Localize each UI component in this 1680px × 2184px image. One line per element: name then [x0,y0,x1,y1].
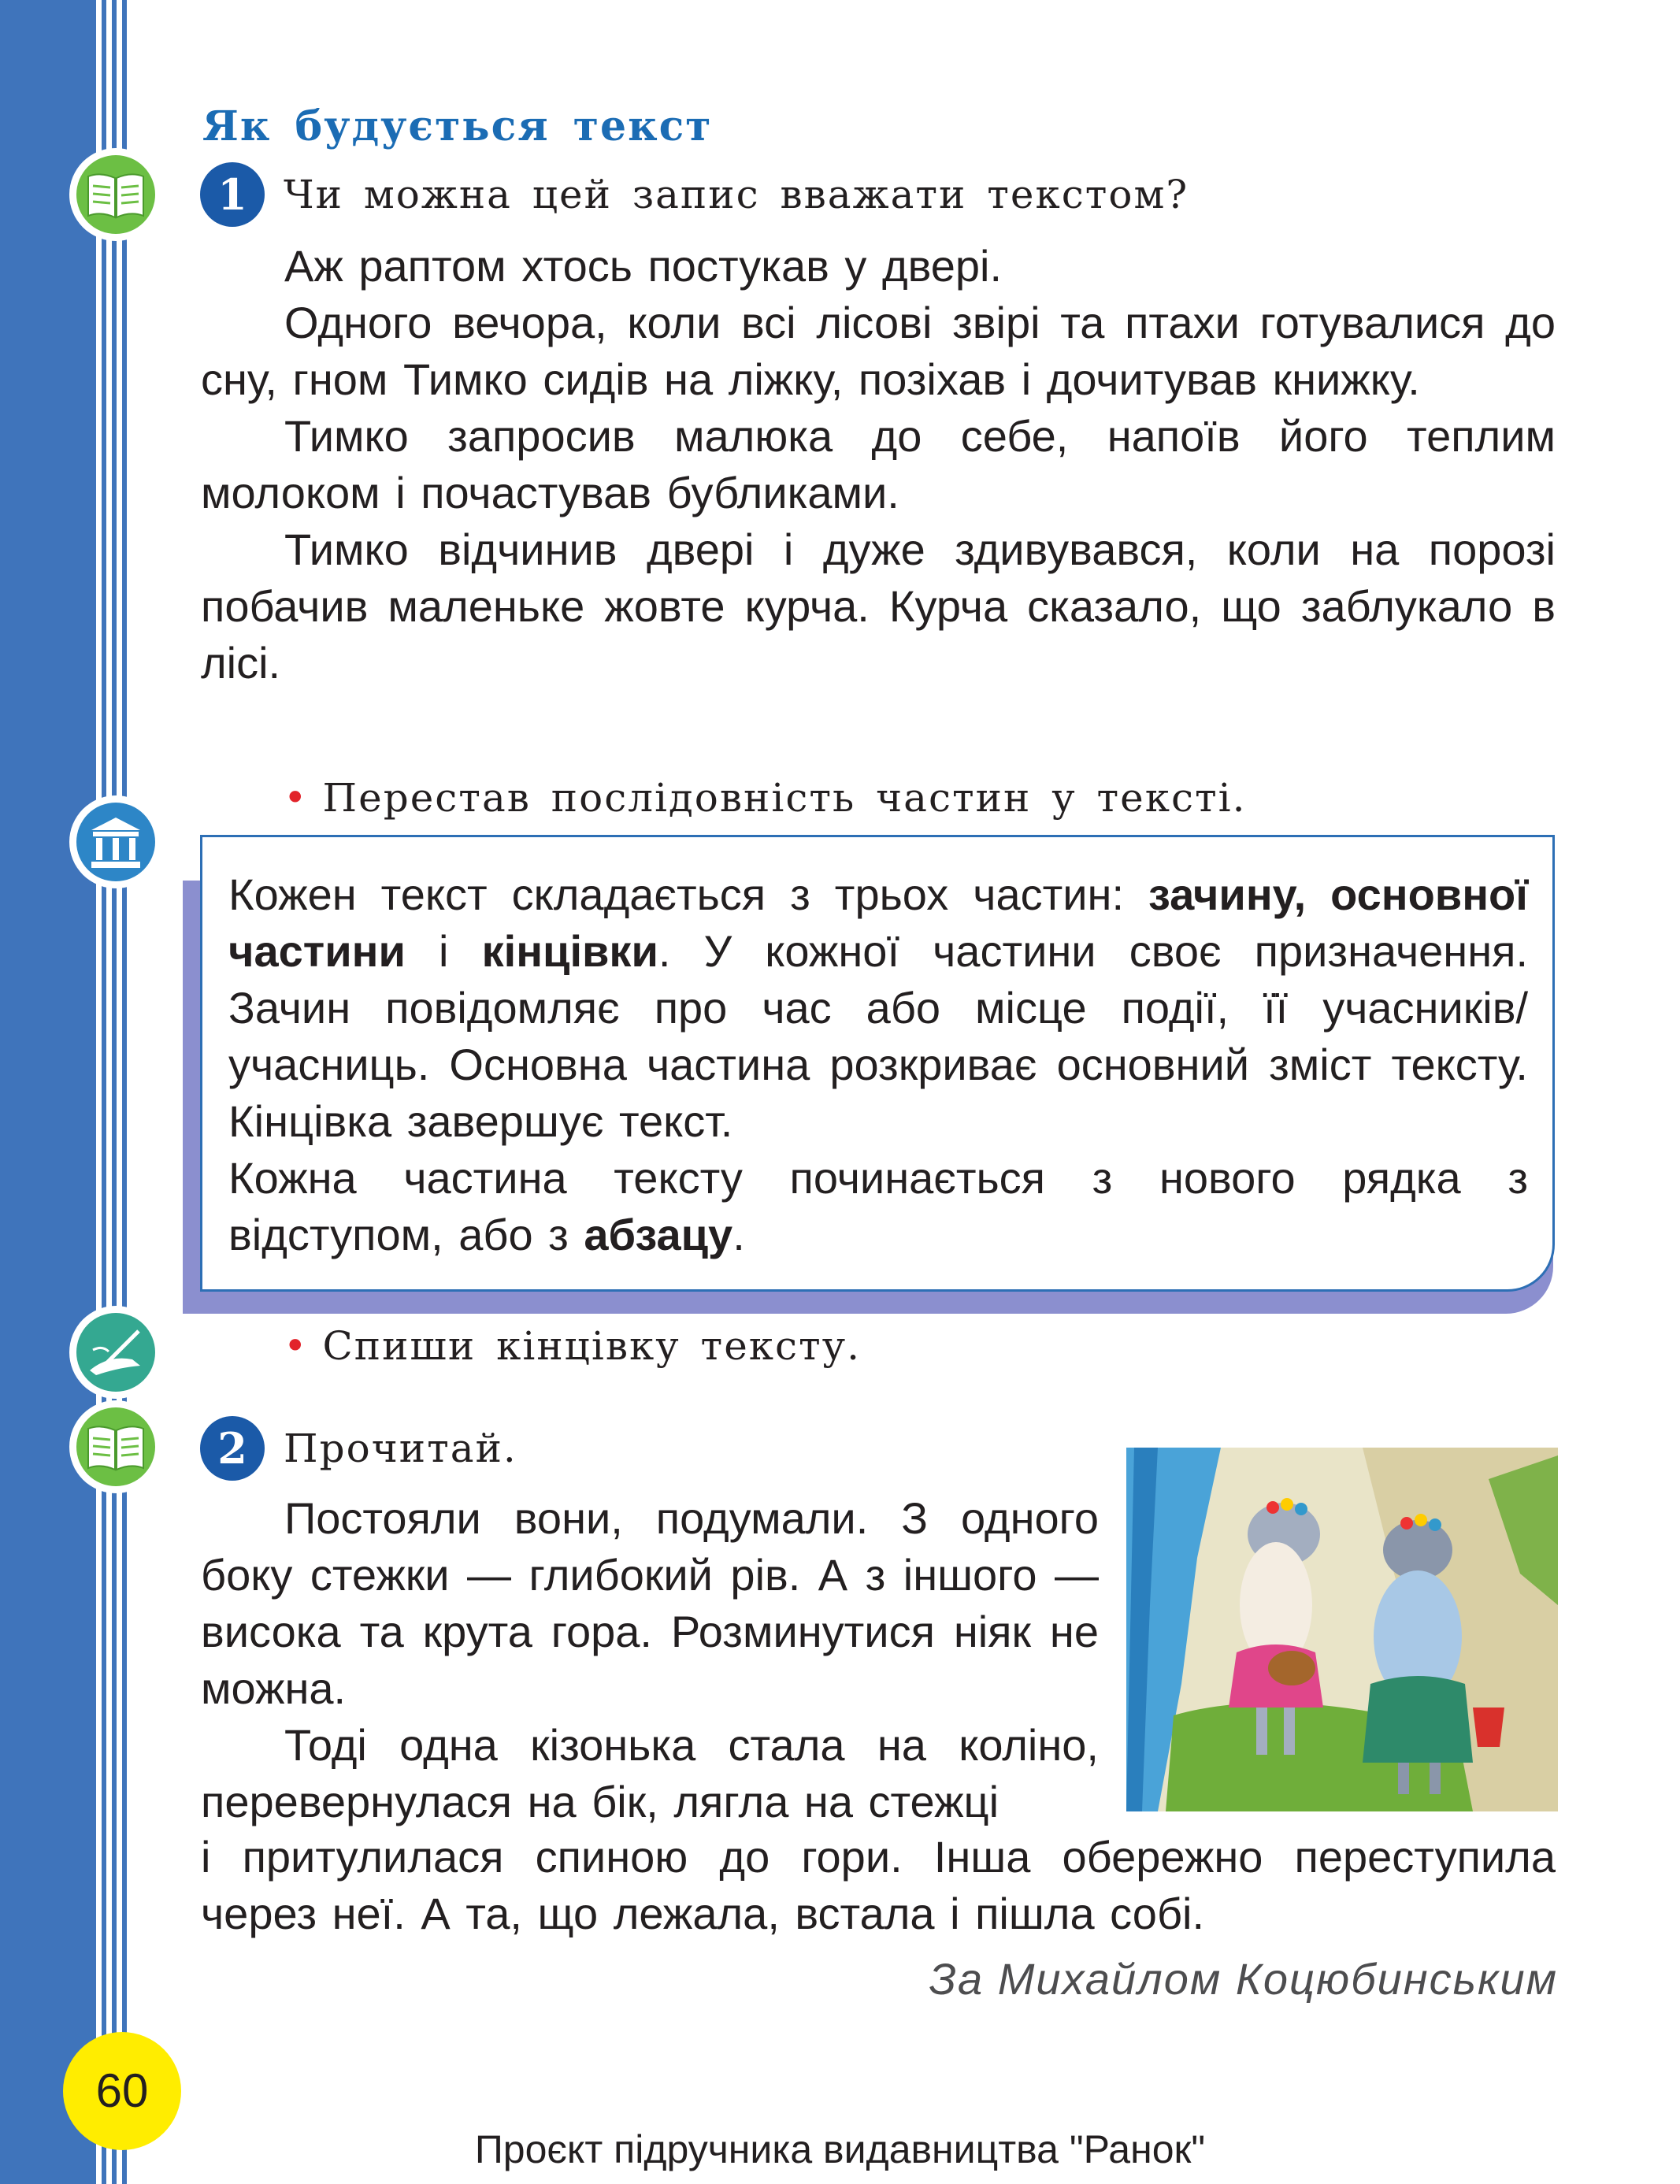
bullet-text: Спиши кінцівку тексту. [322,1323,862,1369]
paragraph: Одного вечора, коли всі лісові звірі та птахи готувалися до сну, гном Тимко сидів на ліжку, позіхав і дочитував книжку. [201,298,1556,404]
library-icon [69,795,162,888]
read-book-icon [69,1400,162,1493]
paragraph: Аж раптом хтось постукав у двері. [284,241,1003,291]
goats-illustration [1126,1448,1558,1811]
author-credit: За Михайлом Коцюбинським [929,1954,1558,2004]
bullet-dot: • [284,775,309,821]
task-number-badge: 2 [200,1416,265,1481]
side-stripes [96,0,132,2184]
task-question: Чи можна цей запис вважати текстом? [284,172,1189,217]
task-instruction: Прочитай. [284,1426,517,1471]
paragraph: Постояли вони, подумали. З одного боку стежки — глибокий рів. А з іншого — висока та крута гора. Розминутися ніяк не можна. [201,1493,1099,1713]
bullet-task [284,1323,861,1369]
task-number-badge: 1 [200,162,265,227]
page-number: 60 [63,2032,181,2150]
rule-text: Кожен текст складається з трьох частин: зачину, основної частини і кінцівки. У кожної частини своє призначення. Зачин повідомляє про час або місце події, її учасників/учасниць. Основна частина розкриває основний зміст тексту. Кінцівка завершує текст. Кожна частина тексту починається з нового рядка з відступом, або з абзацу. [228,870,1529,1259]
section-heading: Як будується текст [202,102,713,150]
paragraph: Тоді одна кізонька стала на коліно, перевернулася на бік, лягла на стежці [201,1720,1099,1826]
reading-text-top [201,1490,1099,1830]
paragraph: і притулилася спиною до гори. Інша обережно переступила через неї. А та, що лежала, встала і пішла собі. [201,1832,1556,1938]
reading-text-bottom [201,1829,1556,1942]
bullet-text: Перестав послідовність частин у тексті. [322,775,1247,821]
paragraph: Тимко запросив малюка до себе, напоїв його теплим молоком і почастував бубликами. [201,411,1556,517]
bullet-dot: • [284,1323,309,1369]
bullet-task [284,775,1247,821]
paragraph: Тимко відчинив двері і дуже здивувався, коли на порозі побачив маленьке жовте курча. Курча сказало, що заблукало в лісі. [201,525,1556,688]
side-band [0,0,96,2184]
writing-hand-icon [69,1306,162,1399]
footer-note: Проєкт підручника видавництва "Ранок" [474,2127,1206,2171]
text-fragment [201,238,1556,692]
read-book-icon [69,148,162,241]
